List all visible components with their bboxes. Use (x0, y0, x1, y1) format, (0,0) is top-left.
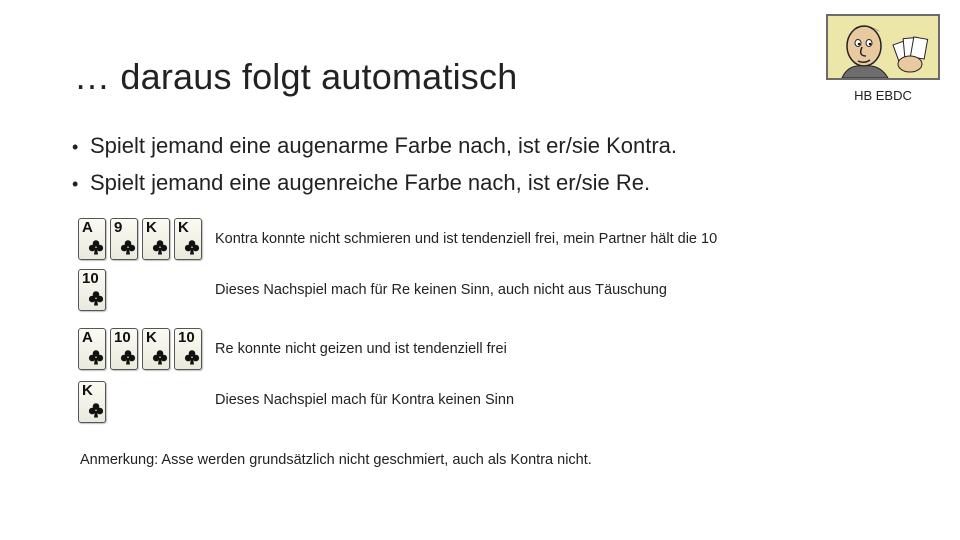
card-row-4 (78, 381, 106, 423)
playing-card (142, 328, 170, 370)
playing-card (78, 328, 106, 370)
card-rank: A (82, 219, 93, 236)
remark-note: Anmerkung: Asse werden grundsätzlich nicht geschmiert, auch als Kontra nicht. (80, 452, 592, 468)
club-icon (152, 239, 168, 255)
bullet-list (72, 128, 677, 202)
logo-caption: HB EBDC (854, 88, 912, 103)
bullet-text: Spielt jemand eine augenreiche Farbe nach, ist er/sie Re. (90, 170, 651, 195)
playing-card (174, 328, 202, 370)
club-icon (88, 349, 104, 365)
card-rank: K (178, 219, 189, 236)
playing-card (78, 269, 106, 311)
bullet-item (72, 128, 677, 165)
playing-card (110, 328, 138, 370)
club-icon (120, 349, 136, 365)
row-2-text: Dieses Nachspiel mach für Re keinen Sinn, auch nicht aus Täuschung (215, 282, 667, 298)
club-icon (88, 290, 104, 306)
playing-card (142, 218, 170, 260)
club-icon (184, 239, 200, 255)
row-1-text: Kontra konnte nicht schmieren und ist tendenziell frei, mein Partner hält die 10 (215, 231, 718, 247)
club-icon (88, 402, 104, 418)
bullet-item (72, 165, 677, 202)
card-rank: 9 (114, 219, 123, 236)
card-row-1 (78, 218, 202, 260)
club-icon (184, 349, 200, 365)
club-icon (120, 239, 136, 255)
row-3-text: Re konnte nicht geizen und ist tendenziell frei (215, 341, 507, 357)
card-row-2 (78, 269, 106, 311)
card-rank: K (146, 329, 157, 346)
playing-card (110, 218, 138, 260)
card-rank: 10 (114, 329, 131, 346)
bullet-text: Spielt jemand eine augenarme Farbe nach, ist er/sie Kontra. (90, 133, 677, 158)
card-rank: K (82, 382, 93, 399)
playing-card (174, 218, 202, 260)
bullet-dot: • (72, 137, 79, 157)
card-rank: A (82, 329, 93, 346)
logo-image (826, 14, 940, 80)
playing-card (78, 381, 106, 423)
bullet-dot: • (72, 174, 79, 194)
card-player-cartoon-icon (828, 16, 938, 78)
club-icon (152, 349, 168, 365)
playing-card (78, 218, 106, 260)
card-rank: 10 (178, 329, 195, 346)
card-rank: K (146, 219, 157, 236)
row-4-text: Dieses Nachspiel mach für Kontra keinen Sinn (215, 392, 515, 408)
card-row-3 (78, 328, 202, 370)
slide-title: … daraus folgt automatisch (74, 56, 518, 97)
club-icon (88, 239, 104, 255)
card-rank: 10 (82, 270, 99, 287)
